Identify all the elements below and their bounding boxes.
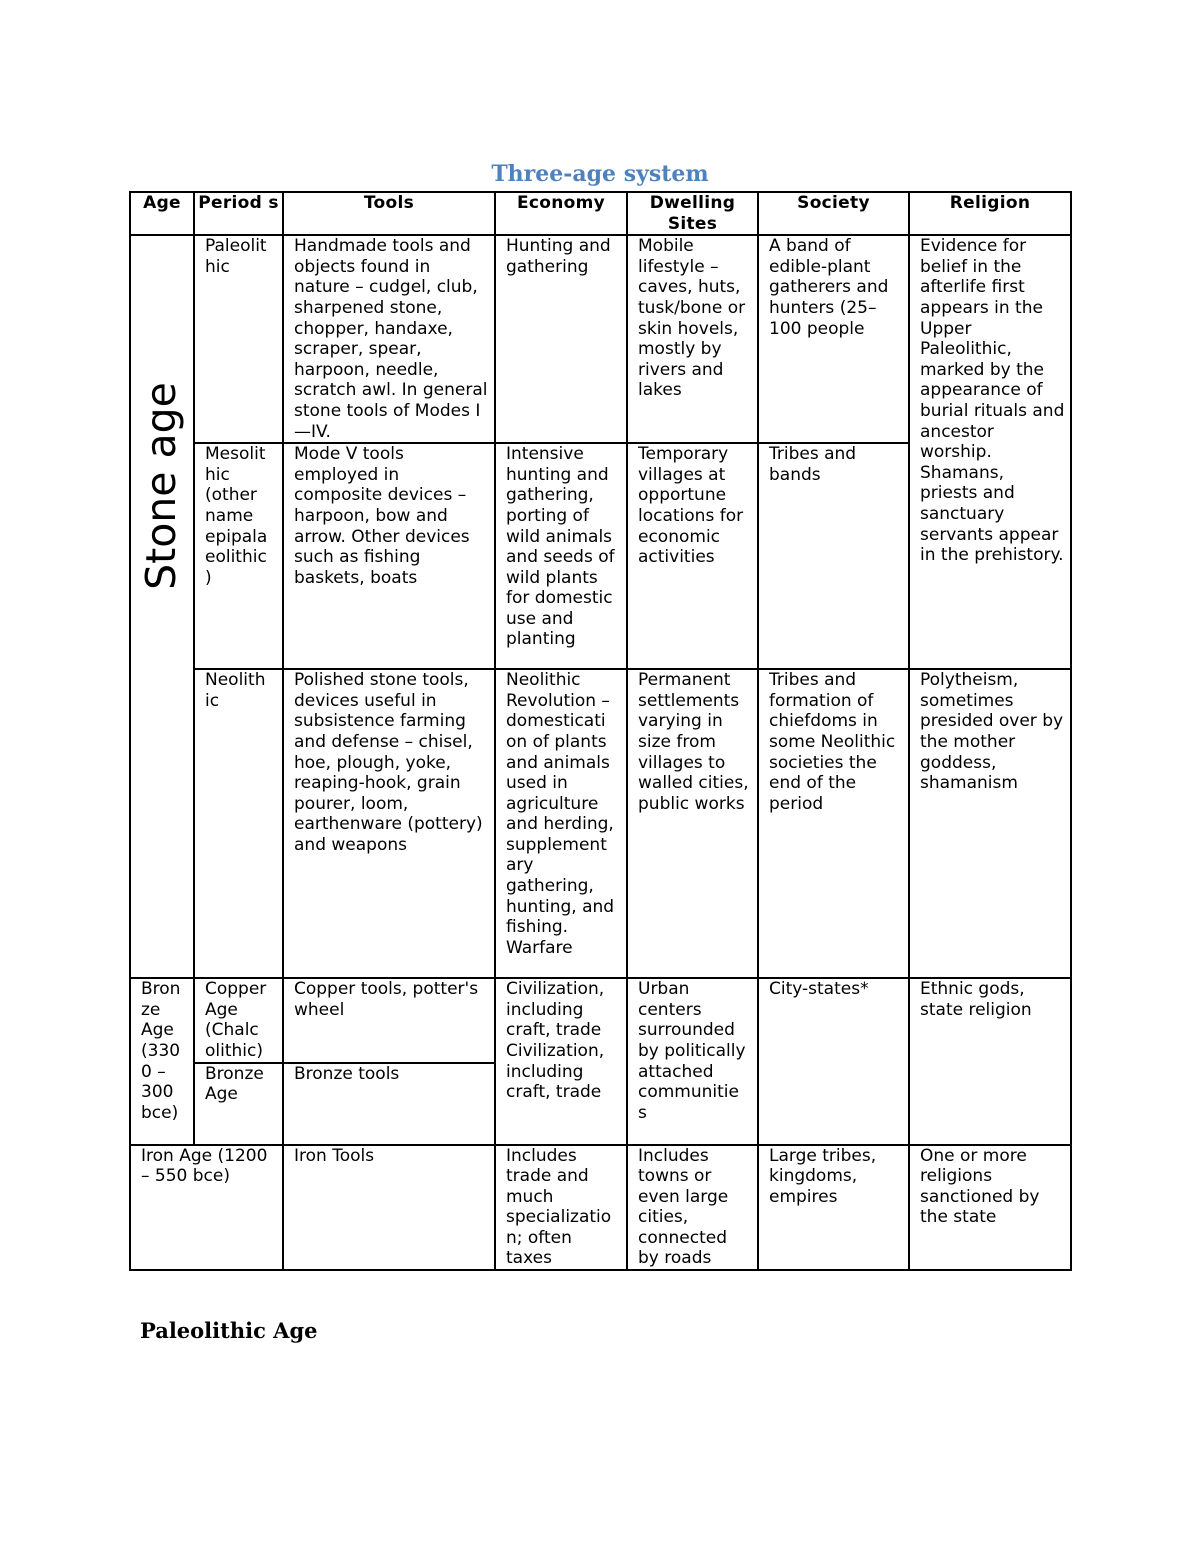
stone-age-religion: Evidence for belief in the afterlife first appears in the Upper Paleolithic, marked by the appearance of burial rituals and ancestor worship. Shamans, priests and sanctuary servants appear in the prehistory. bbox=[909, 235, 1071, 669]
table-row-paleolithic bbox=[130, 235, 1071, 443]
neolithic-religion: Polytheism, sometimes presided over by the mother goddess, shamanism bbox=[909, 669, 1071, 978]
mesolithic-economy: Intensive hunting and gathering, porting of wild animals and seeds of wild plants for domestic use and planting bbox=[495, 443, 627, 669]
paleolithic-society: A band of edible-plant gatherers and hunters (25–100 people bbox=[758, 235, 909, 443]
neolithic-tools: Polished stone tools, devices useful in subsistence farming and defense – chisel, hoe, plough, yoke, reaping-hook, grain pourer, loom, earthenware (pottery) and weapons bbox=[283, 669, 495, 978]
header-periods: Period s bbox=[194, 192, 283, 235]
table-row-iron-age bbox=[130, 1145, 1071, 1271]
table-row-neolithic bbox=[130, 669, 1071, 978]
bronze-age-tools: Bronze tools bbox=[283, 1063, 495, 1145]
header-tools: Tools bbox=[283, 192, 495, 235]
table-row-copper-age bbox=[130, 978, 1071, 1062]
header-economy: Economy bbox=[495, 192, 627, 235]
mesolithic-period: Mesolit hic (other name epipala eolithic ) bbox=[194, 443, 283, 669]
neolithic-dwelling: Permanent settlements varying in size from villages to walled cities, public works bbox=[627, 669, 758, 978]
header-age: Age bbox=[130, 192, 194, 235]
header-dwelling-sites: Dwelling Sites bbox=[627, 192, 758, 235]
paleolithic-dwelling: Mobile lifestyle – caves, huts, tusk/bone or skin hovels, mostly by rivers and lakes bbox=[627, 235, 758, 443]
section-heading-paleolithic-age: Paleolithic Age bbox=[140, 1318, 318, 1343]
mesolithic-dwelling: Temporary villages at opportune locations for economic activities bbox=[627, 443, 758, 669]
neolithic-society: Tribes and formation of chiefdoms in some Neolithic societies the end of the period bbox=[758, 669, 909, 978]
header-row bbox=[130, 192, 1071, 235]
header-society: Society bbox=[758, 192, 909, 235]
stone-age-label: Stone age bbox=[137, 382, 185, 591]
paleolithic-tools: Handmade tools and objects found in nature – cudgel, club, sharpened stone, chopper, handaxe, scraper, spear, harpoon, needle, scratch awl. In general stone tools of Modes I—IV. bbox=[283, 235, 495, 443]
iron-age-religion: One or more religions sanctioned by the state bbox=[909, 1145, 1071, 1271]
paleolithic-economy: Hunting and gathering bbox=[495, 235, 627, 443]
bronze-age-society: City-states* bbox=[758, 978, 909, 1144]
iron-age-society: Large tribes, kingdoms, empires bbox=[758, 1145, 909, 1271]
iron-age-economy: Includes trade and much specializatio n; often taxes bbox=[495, 1145, 627, 1271]
copper-age-tools: Copper tools, potter's wheel bbox=[283, 978, 495, 1062]
mesolithic-tools: Mode V tools employed in composite devices – harpoon, bow and arrow. Other devices such as fishing baskets, boats bbox=[283, 443, 495, 669]
stone-age-cell bbox=[130, 235, 194, 978]
bronze-age-period: Bronze Age bbox=[194, 1063, 283, 1145]
neolithic-economy: Neolithic Revolution – domesticati on of plants and animals used in agriculture and herding, supplement ary gathering, hunting, and fishing. Warfare bbox=[495, 669, 627, 978]
header-religion: Religion bbox=[909, 192, 1071, 235]
bronze-age-cell: Bron ze Age (330 0 – 300 bce) bbox=[130, 978, 194, 1144]
paleolithic-period: Paleolit hic bbox=[194, 235, 283, 443]
document-title: Three-age system bbox=[491, 161, 709, 187]
iron-age-tools: Iron Tools bbox=[283, 1145, 495, 1271]
bronze-age-religion: Ethnic gods, state religion bbox=[909, 978, 1071, 1144]
iron-age-dwelling: Includes towns or even large cities, connected by roads bbox=[627, 1145, 758, 1271]
bronze-age-economy: Civilization, including craft, trade Civilization, including craft, trade bbox=[495, 978, 627, 1144]
three-age-table bbox=[129, 191, 1072, 1271]
neolithic-period: Neolith ic bbox=[194, 669, 283, 978]
bronze-age-dwelling: Urban centers surrounded by politically attached communitie s bbox=[627, 978, 758, 1144]
copper-age-period: Copper Age (Chalc olithic) bbox=[194, 978, 283, 1062]
mesolithic-society: Tribes and bands bbox=[758, 443, 909, 669]
iron-age-cell: Iron Age (1200 – 550 bce) bbox=[130, 1145, 283, 1271]
